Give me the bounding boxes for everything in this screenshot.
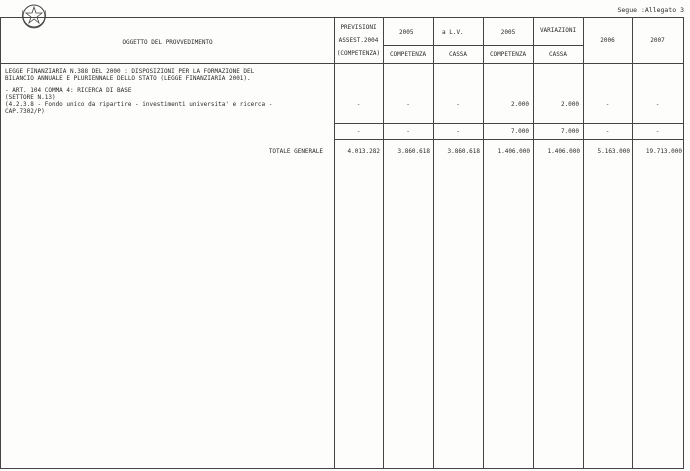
header-cassa-2: CASSA	[548, 51, 568, 58]
header-assest: ASSEST.2004	[338, 37, 379, 44]
totale-cassa-var: 1.406.000	[547, 148, 580, 155]
row2-2007: -	[655, 128, 660, 135]
row2-competenza-var: 7.000	[510, 128, 529, 135]
column-divider	[632, 18, 633, 468]
column-divider	[483, 18, 484, 468]
row1-previsioni: -	[356, 101, 361, 108]
header-year-2006: 2006	[600, 37, 615, 44]
totale-competenza-var: 1.406.000	[497, 148, 530, 155]
header-year-2005-a: 2005	[399, 29, 414, 36]
totale-competenza: 3.860.618	[397, 148, 430, 155]
row1-cassa-var: 2.000	[560, 101, 579, 108]
budget-table	[0, 17, 684, 469]
row2-cassa: -	[456, 128, 460, 135]
description-line: CAP.7302/P)	[5, 108, 45, 115]
row-divider	[334, 139, 683, 140]
totale-generale-label: TOTALE GENERALE	[268, 148, 323, 155]
header-lv: a L.V.	[442, 29, 464, 36]
column-divider	[383, 18, 384, 468]
header-variazioni: VARIAZIONI	[539, 27, 577, 34]
row2-2006: -	[605, 128, 610, 135]
description-line: (4.2.3.8 - Fondo unico da ripartire - investimenti universita' e ricerca -	[5, 101, 273, 108]
totale-cassa: 3.860.618	[447, 148, 480, 155]
description-line: LEGGE FINANZIARIA N.388 DEL 2000 : DISPOSIZIONI PER LA FORMAZIONE DEL	[5, 68, 255, 75]
description-line: (SETTORE N.13)	[5, 94, 56, 101]
header-competenza-2: COMPETENZA	[489, 51, 527, 58]
header-competenza-prev: (COMPETENZA)	[336, 50, 381, 57]
header-divider	[1, 63, 683, 64]
totale-2007: 19.713.000	[645, 148, 682, 155]
page-header-note: Segue :Allegato 3	[617, 6, 684, 14]
totale-previsioni: 4.013.282	[347, 148, 380, 155]
row1-cassa: -	[456, 101, 460, 108]
row1-competenza-var: 2.000	[510, 101, 529, 108]
header-previsioni: PREVISIONI	[340, 24, 377, 31]
row1-2007: -	[655, 101, 660, 108]
header-cassa-1: CASSA	[448, 51, 468, 58]
header-subdivider	[384, 45, 583, 46]
column-divider	[533, 18, 534, 468]
column-divider	[334, 18, 335, 468]
header-oggetto: OGGETTO DEL PROVVEDIMENTO	[122, 39, 213, 46]
description-line: BILANCIO ANNUALE E PLURIENNALE DELLO STATO (LEGGE FINANZIARIA 2001).	[5, 75, 251, 82]
column-divider	[433, 18, 434, 468]
row2-cassa-var: 7.000	[560, 128, 579, 135]
row2-competenza: -	[406, 128, 410, 135]
row1-competenza: -	[406, 101, 410, 108]
totale-2006: 5.163.000	[597, 148, 630, 155]
row-divider	[334, 123, 683, 124]
header-year-2005-b: 2005	[500, 29, 516, 36]
column-divider	[583, 18, 584, 468]
description-line: - ART. 104 COMMA 4: RICERCA DI BASE	[5, 87, 132, 94]
row2-previsioni: -	[356, 128, 361, 135]
header-year-2007: 2007	[650, 37, 665, 44]
row1-2006: -	[605, 101, 610, 108]
header-competenza-1: COMPETENZA	[389, 51, 427, 58]
